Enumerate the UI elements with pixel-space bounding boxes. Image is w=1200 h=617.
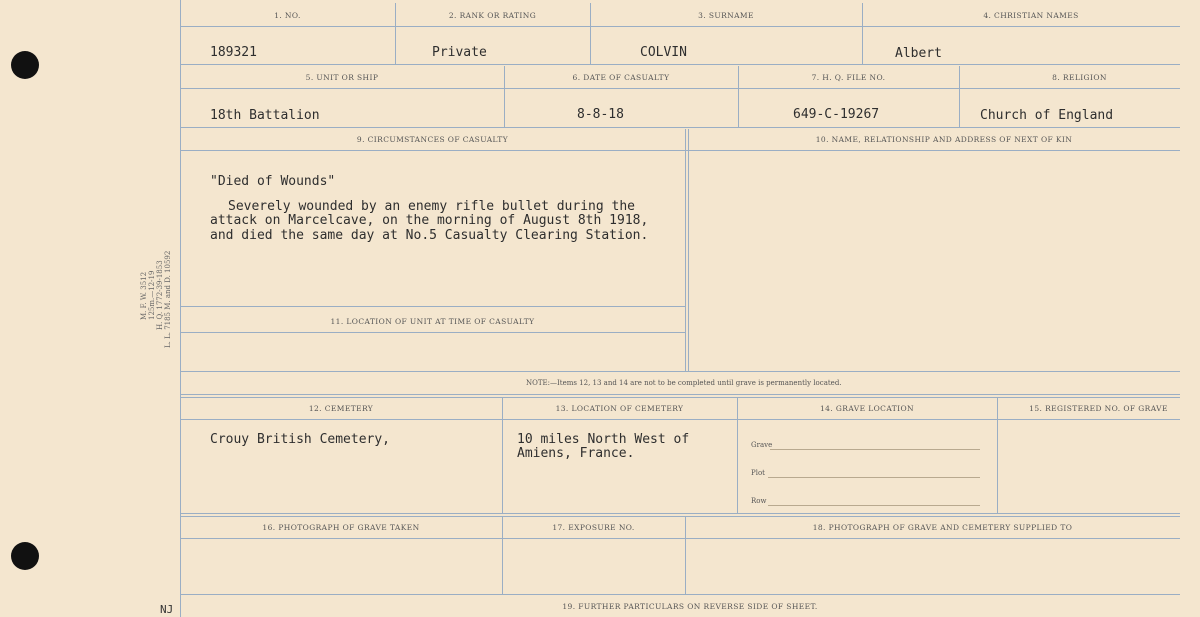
rule [180,397,1180,398]
rule [180,513,1180,514]
rule [180,394,1180,395]
circumstance-line-3: and died the same day at No.5 Casualty Clearing Station. [210,228,649,243]
rule [180,64,1180,65]
value-no: 189321 [210,45,257,60]
rule [180,538,1180,539]
header-no: 1. NO. [274,11,301,20]
grave-line [770,449,980,450]
value-cemetery: Crouy British Cemetery, [210,432,391,447]
header-exposure: 17. EXPOSURE NO. [552,523,635,532]
value-rank: Private [432,45,487,60]
rule [180,150,1180,151]
rule [180,26,1180,27]
header-religion: 8. RELIGION [1052,73,1107,82]
header-unit: 5. UNIT OR SHIP [305,73,379,82]
header-kin: 10. NAME, RELATIONSHIP AND ADDRESS OF NEXT OF KIN [815,135,1073,144]
rule [502,397,503,513]
value-location-cemetery-1: 10 miles North West of [517,432,690,447]
row-line [768,505,980,506]
header-christian: 4. CHRISTIAN NAMES [983,11,1079,20]
rule [737,397,738,513]
header-date: 6. DATE OF CASUALTY [572,73,670,82]
value-hq: 649-C-19267 [793,107,880,122]
header-photo-taken: 16. PHOTOGRAPH OF GRAVE TAKEN [262,523,420,532]
side-print-1: M. F. W. 3512 [140,271,148,320]
punch-hole-top [11,51,39,79]
rule [180,127,1180,128]
header-rank: 2. RANK OR RATING [448,11,537,20]
rule [180,332,685,333]
value-date: 8-8-18 [577,107,624,122]
value-religion: Church of England [980,108,1114,123]
punch-hole-bottom [11,542,39,570]
header-registered: 15. REGISTERED NO. OF GRAVE [1029,404,1168,413]
header-hq: 7. H. Q. FILE NO. [811,73,886,82]
row-label: Row [751,497,767,505]
header-cemetery: 12. CEMETERY [308,404,374,413]
side-print-4: L. L. 7185 M. and D. 10592 [164,250,172,348]
value-location-cemetery-2: Amiens, France. [517,446,635,461]
plot-line [768,477,980,478]
rule [180,516,1180,517]
side-print-2: 125m.—12-19 [148,270,156,320]
rule [685,129,686,371]
rule [180,88,1180,89]
grave-label: Grave [751,441,773,449]
rule [997,397,998,513]
initials: NJ [160,603,174,616]
header-grave-location: 14. GRAVE LOCATION [819,404,915,413]
value-unit: 18th Battalion [210,108,320,123]
rule [180,306,685,307]
header-location-unit: 11. LOCATION OF UNIT AT TIME OF CASUALTY [330,317,535,326]
rule [180,371,1180,372]
circumstance-title: "Died of Wounds" [210,174,336,189]
header-further: 19. FURTHER PARTICULARS ON REVERSE SIDE OF SHEET. [562,602,818,611]
header-photo-supplied: 18. PHOTOGRAPH OF GRAVE AND CEMETERY SUPPLIED TO [812,523,1073,532]
circumstance-line-2: attack on Marcelcave, on the morning of August 8th 1918, [210,213,649,228]
rule [180,594,1180,595]
rule [180,419,1180,420]
value-christian: Albert [895,46,942,61]
value-surname: COLVIN [640,45,687,60]
header-location-cemetery: 13. LOCATION OF CEMETERY [555,404,684,413]
note-text: NOTE:—Items 12, 13 and 14 are not to be completed until grave is permanently located. [526,379,842,387]
rule [688,129,689,371]
header-circumstances: 9. CIRCUMSTANCES OF CASUALTY [356,135,509,144]
header-surname: 3. SURNAME [698,11,754,20]
plot-label: Plot [751,469,765,477]
circumstance-line-1: Severely wounded by an enemy rifle bullet during the [228,199,635,214]
side-print-3: H. Q. 1772-39-1853 [156,260,164,330]
